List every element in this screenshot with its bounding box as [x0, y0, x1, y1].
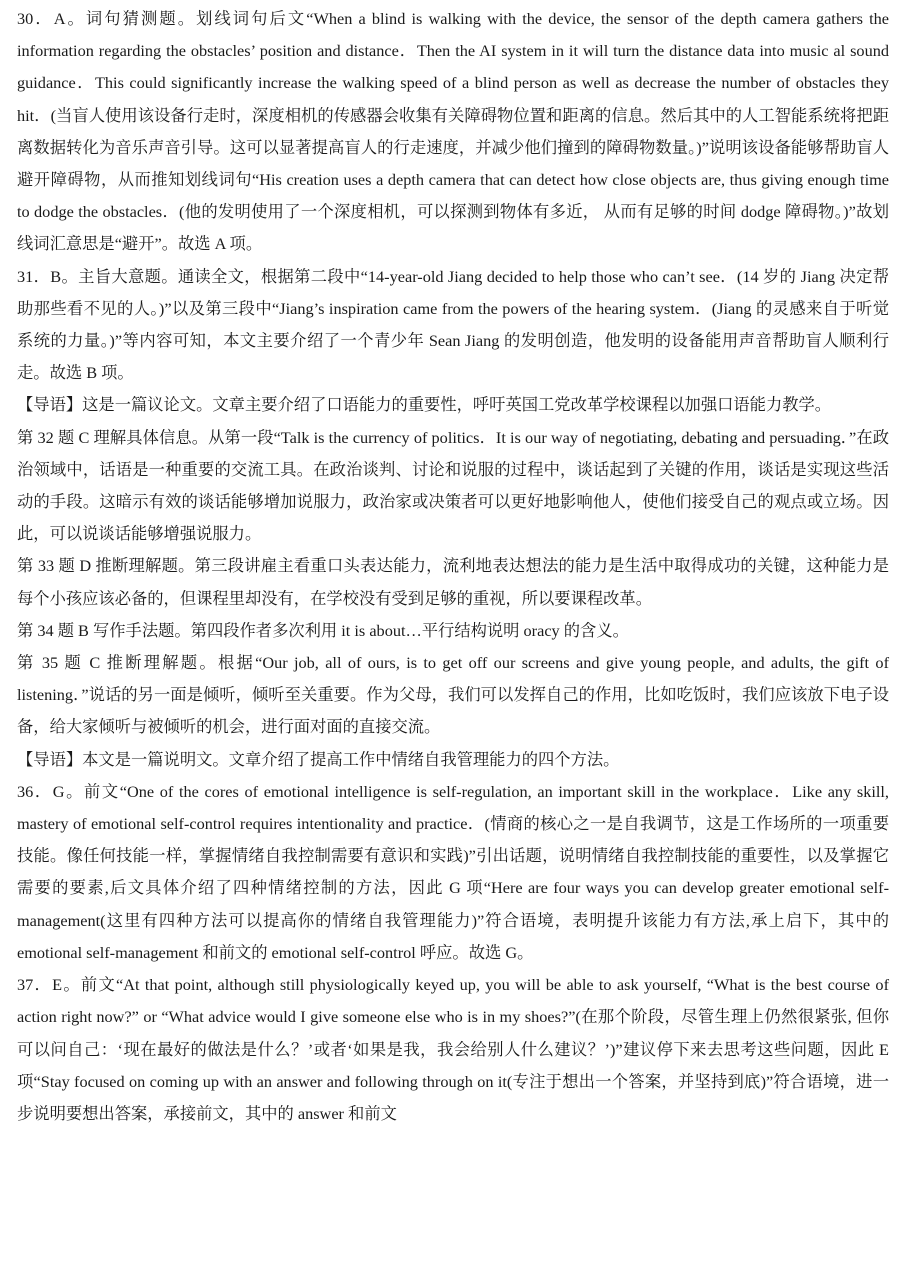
explanation-q32: 第 32 题 C 理解具体信息。从第一段“Talk is the currency of politics．It is our way of negotiating, debating and persuading．”在政治领域中，话语是一种重要的交流工具。在政治谈判、讨论和说服的过程中，谈话起到了关键的作用，谈话是实现这些活动的手段。这暗示有效的谈话能够增加说服力，政治家或决策者可以更好地影响他人，使他们接受自己的观点或立场。因此，可以说谈话能够增强说服力。: [17, 427, 889, 544]
explanation-q31: 31．B。主旨大意题。通读全文，根据第二段中“14-year-old Jiang decided to help those who can’t see．(14 岁的 Jiang 决定帮助那些看不见的人。)”以及第三段中“Jiang’s inspiration came from the powers of the hearing system．(Jiang 的灵感来自于听觉系统的力量。)”等内容可知，本文主要介绍了一个青少年 Sean Jiang 的发明创造，他发明的设备能用声音帮助盲人顺利行走。故选 B 项。: [17, 266, 889, 383]
explanation-q33: 第 33 题 D 推断理解题。第三段讲雇主看重口头表达能力，流利地表达想法的能力是生活中取得成功的关键，这种能力是每个小孩应该必备的，但课程里却没有，在学校没有受到足够的重视，所以要课程改革。: [17, 556, 889, 608]
explanation-q30: 30．A。词句猜测题。划线词句后文“When a blind is walking with the device, the sensor of the depth camera gathers the information regarding the obstacles’ position and distance．Then the AI system in it will turn the distance data into music al sound guidance．This could significantly increase the walking speed of a blind person as well as decrease the number of obstacles they hit．(当盲人使用该设备行走时，深度相机的传感器会收集有关障碍物位置和距离的信息。然后其中的人工智能系统将把距离数据转化为音乐声音引导。这可以显著提高盲人的行走速度，并减少他们撞到的障碍物数量。)”说明该设备能够帮助盲人避开障碍物，从而推知划线词句“His creation uses a depth camera that can detect how close objects are, thus giving enough time to dodge the obstacles．(他的发明使用了一个深度相机，可以探测到物体有多近， 从而有足够的时间 dodge 障碍物。)”故划线词汇意思是“避开”。故选 A 项。: [17, 9, 889, 254]
explanation-q36: 36．G。前文“One of the cores of emotional intelligence is self-regulation, an important skill in the workplace．Like any skill, mastery of emotional self-control requires intentionality and practice．(情商的核心之一是自我调节，这是工作场所的一项重要技能。像任何技能一样，掌握情绪自我控制需要有意识和实践)”引出话题，说明情绪自我控制技能的重要性，以及掌握它需要的要素,后文具体介绍了四种情绪控制的方法，因此 G 项“Here are four ways you can develop greater emotional self-management(这里有四种方法可以提高你的情绪自我管理能力)”符合语境，表明提升该能力有方法,承上启下，其中的 emotional self-management 和前文的 emotional self-control 呼应。故选 G。: [17, 781, 889, 962]
explanation-q34: 第 34 题 B 写作手法题。第四段作者多次利用 it is about…平行结构说明 oracy 的含义。: [17, 620, 629, 640]
passage-intro-d: 【导语】这是一篇议论文。文章主要介绍了口语能力的重要性，呼吁英国工党改革学校课程以加强口语能力教学。: [17, 395, 832, 415]
explanation-q35: 第 35 题 C 推断理解题。根据“Our job, all of ours, is to get off our screens and give young people, and adults, the gift of listening．”说话的另一面是倾听，倾听至关重要。作为父母，我们可以发挥自己的作用，比如吃饭时，我们应该放下电子设备，给大家倾听与被倾听的机会，进行面对面的直接交流。: [17, 653, 889, 737]
passage-intro-seven-choose-five: 【导语】本文是一篇说明文。文章介绍了提高工作中情绪自我管理能力的四个方法。: [17, 749, 620, 769]
explanation-q37: 37．E。前文“At that point, although still physiologically keyed up, you will be able to ask yourself, “What is the best course of action right now?” or “What advice would I give someone else who is in my shoes?”(在那个阶段，尽管生理上仍然很紧张, 但你可以问自己：‘现在最好的做法是什么？’或者‘如果是我，我会给别人什么建议？’)”建议停下来去思考这些问题，因此 E 项“Stay focused on coming up with an answer and following through on it(专注于想出一个答案，并坚持到底)”符合语境，进一步说明要想出答案，承接前文，其中的 answer 和前文: [17, 975, 889, 1123]
answer-explanation-page: [17, 3, 889, 1130]
